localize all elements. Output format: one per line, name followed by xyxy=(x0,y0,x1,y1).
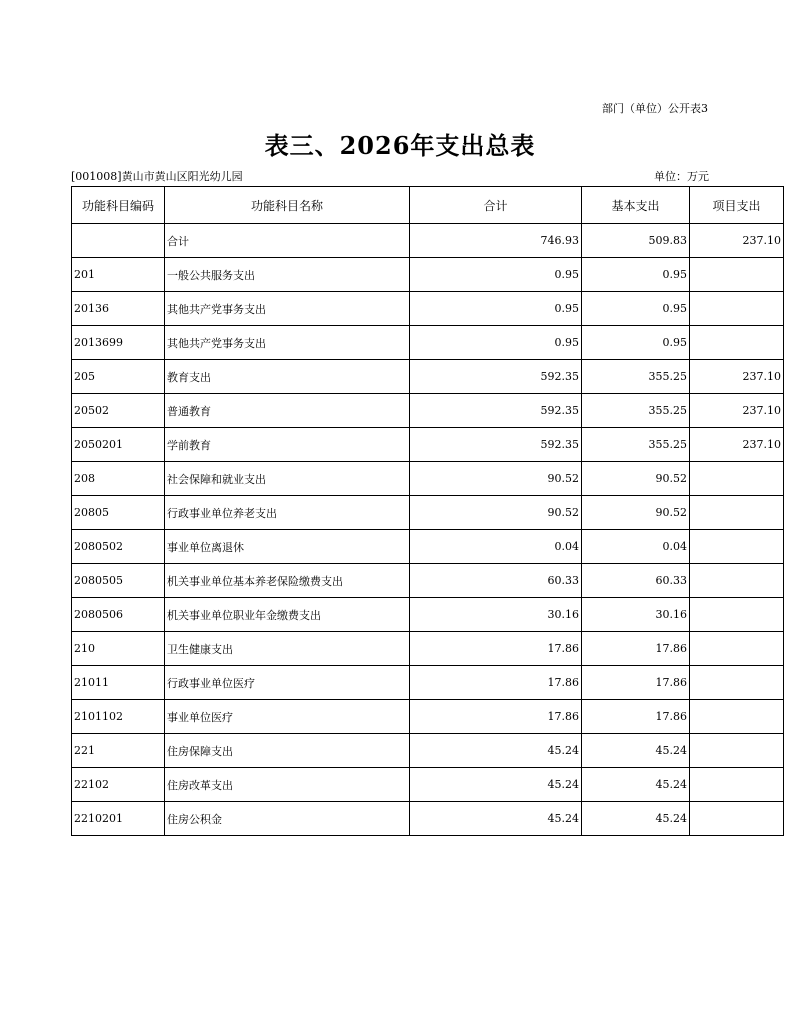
cell-code: 201 xyxy=(72,258,165,292)
cell-name: 住房公积金 xyxy=(165,802,410,836)
cell-total: 592.35 xyxy=(410,360,582,394)
cell-code: 22102 xyxy=(72,768,165,802)
page-title: 表三、2026年支出总表 xyxy=(264,131,536,160)
cell-basic: 355.25 xyxy=(582,428,690,462)
cell-total: 17.86 xyxy=(410,700,582,734)
cell-total: 60.33 xyxy=(410,564,582,598)
cell-project: 237.10 xyxy=(690,360,784,394)
table-row xyxy=(72,700,784,734)
cell-basic: 45.24 xyxy=(582,768,690,802)
cell-total: 0.95 xyxy=(410,326,582,360)
cell-basic: 355.25 xyxy=(582,360,690,394)
column-header-project: 项目支出 xyxy=(690,187,784,224)
cell-name: 行政事业单位养老支出 xyxy=(165,496,410,530)
table-body xyxy=(72,224,784,836)
cell-project xyxy=(690,530,784,564)
cell-name: 住房保障支出 xyxy=(165,734,410,768)
table-row xyxy=(72,258,784,292)
cell-code: 2013699 xyxy=(72,326,165,360)
cell-total: 45.24 xyxy=(410,734,582,768)
cell-code: 2080506 xyxy=(72,598,165,632)
cell-basic: 45.24 xyxy=(582,734,690,768)
cell-project xyxy=(690,258,784,292)
cell-name: 行政事业单位医疗 xyxy=(165,666,410,700)
column-header-basic: 基本支出 xyxy=(582,187,690,224)
table-row xyxy=(72,802,784,836)
cell-basic: 17.86 xyxy=(582,700,690,734)
cell-basic: 355.25 xyxy=(582,394,690,428)
table-header xyxy=(72,187,784,224)
cell-code: 21011 xyxy=(72,666,165,700)
cell-project xyxy=(690,462,784,496)
table-row xyxy=(72,326,784,360)
cell-basic: 45.24 xyxy=(582,802,690,836)
table-row xyxy=(72,598,784,632)
cell-name: 机关事业单位职业年金缴费支出 xyxy=(165,598,410,632)
table-row xyxy=(72,530,784,564)
table-row xyxy=(72,462,784,496)
meta-row xyxy=(71,168,711,184)
cell-project xyxy=(690,632,784,666)
cell-name: 一般公共服务支出 xyxy=(165,258,410,292)
cell-name: 学前教育 xyxy=(165,428,410,462)
cell-name: 普通教育 xyxy=(165,394,410,428)
table-row xyxy=(72,632,784,666)
cell-name: 其他共产党事务支出 xyxy=(165,326,410,360)
cell-name: 事业单位离退休 xyxy=(165,530,410,564)
cell-basic: 0.95 xyxy=(582,292,690,326)
cell-code: 2080505 xyxy=(72,564,165,598)
cell-basic: 30.16 xyxy=(582,598,690,632)
cell-code: 205 xyxy=(72,360,165,394)
cell-basic: 17.86 xyxy=(582,666,690,700)
table-row xyxy=(72,496,784,530)
cell-total: 0.04 xyxy=(410,530,582,564)
cell-name: 教育支出 xyxy=(165,360,410,394)
cell-basic: 509.83 xyxy=(582,224,690,258)
organization-name: [001008]黄山市黄山区阳光幼儿园 xyxy=(71,170,243,183)
cell-basic: 17.86 xyxy=(582,632,690,666)
cell-total: 0.95 xyxy=(410,258,582,292)
form-number: 部门（单位）公开表3 xyxy=(602,102,708,115)
cell-total: 746.93 xyxy=(410,224,582,258)
table-row xyxy=(72,564,784,598)
cell-code: 208 xyxy=(72,462,165,496)
cell-project xyxy=(690,802,784,836)
cell-code: 20136 xyxy=(72,292,165,326)
cell-name: 住房改革支出 xyxy=(165,768,410,802)
table-row xyxy=(72,768,784,802)
cell-total: 90.52 xyxy=(410,496,582,530)
cell-total: 90.52 xyxy=(410,462,582,496)
cell-code: 2080502 xyxy=(72,530,165,564)
cell-project: 237.10 xyxy=(690,394,784,428)
cell-project xyxy=(690,700,784,734)
cell-code xyxy=(72,224,165,258)
cell-basic: 0.04 xyxy=(582,530,690,564)
header-row xyxy=(72,187,784,224)
cell-basic: 60.33 xyxy=(582,564,690,598)
table-row xyxy=(72,734,784,768)
cell-project xyxy=(690,666,784,700)
cell-total: 17.86 xyxy=(410,632,582,666)
cell-name: 其他共产党事务支出 xyxy=(165,292,410,326)
table-row xyxy=(72,666,784,700)
cell-code: 2101102 xyxy=(72,700,165,734)
cell-name: 社会保障和就业支出 xyxy=(165,462,410,496)
cell-code: 2050201 xyxy=(72,428,165,462)
cell-project: 237.10 xyxy=(690,224,784,258)
column-header-code: 功能科目编码 xyxy=(72,187,165,224)
cell-code: 2210201 xyxy=(72,802,165,836)
cell-code: 210 xyxy=(72,632,165,666)
expenditure-table xyxy=(71,186,784,836)
cell-name: 卫生健康支出 xyxy=(165,632,410,666)
cell-total: 17.86 xyxy=(410,666,582,700)
cell-basic: 90.52 xyxy=(582,462,690,496)
cell-project xyxy=(690,734,784,768)
cell-project xyxy=(690,496,784,530)
cell-project: 237.10 xyxy=(690,428,784,462)
currency-unit: 单位：万元 xyxy=(654,170,709,183)
cell-total: 30.16 xyxy=(410,598,582,632)
cell-name: 合计 xyxy=(165,224,410,258)
column-header-name: 功能科目名称 xyxy=(165,187,410,224)
cell-name: 事业单位医疗 xyxy=(165,700,410,734)
cell-basic: 90.52 xyxy=(582,496,690,530)
cell-total: 45.24 xyxy=(410,768,582,802)
table-row xyxy=(72,428,784,462)
cell-total: 0.95 xyxy=(410,292,582,326)
cell-code: 20805 xyxy=(72,496,165,530)
table-row xyxy=(72,292,784,326)
cell-code: 221 xyxy=(72,734,165,768)
cell-name: 机关事业单位基本养老保险缴费支出 xyxy=(165,564,410,598)
cell-total: 592.35 xyxy=(410,394,582,428)
cell-basic: 0.95 xyxy=(582,326,690,360)
cell-project xyxy=(690,326,784,360)
column-header-total: 合计 xyxy=(410,187,582,224)
cell-project xyxy=(690,598,784,632)
table-row xyxy=(72,360,784,394)
cell-code: 20502 xyxy=(72,394,165,428)
cell-total: 592.35 xyxy=(410,428,582,462)
cell-total: 45.24 xyxy=(410,802,582,836)
cell-project xyxy=(690,564,784,598)
cell-project xyxy=(690,292,784,326)
cell-project xyxy=(690,768,784,802)
table-row xyxy=(72,224,784,258)
cell-basic: 0.95 xyxy=(582,258,690,292)
table-row xyxy=(72,394,784,428)
